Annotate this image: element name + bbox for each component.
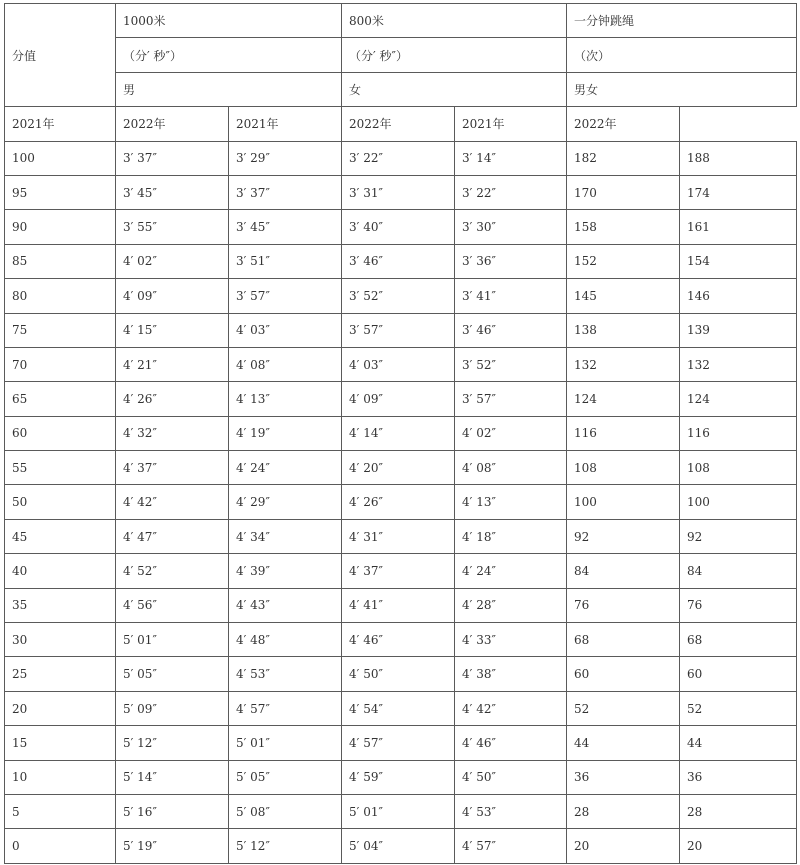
female-800m-2022-cell: 4′ 42″: [455, 691, 567, 725]
female-800m-2021-cell: 3′ 22″: [342, 141, 455, 175]
score-cell: 75: [5, 313, 116, 347]
male-1000m-2022-cell: 3′ 45″: [229, 210, 342, 244]
male-1000m-2021-cell: 5′ 16″: [116, 794, 229, 828]
male-1000m-2021-cell: 4′ 26″: [116, 382, 229, 416]
male-1000m-2021-cell: 4′ 02″: [116, 244, 229, 278]
score-cell: 50: [5, 485, 116, 519]
jump-rope-2022-cell: 139: [680, 313, 797, 347]
jump-rope-2022-cell: 108: [680, 451, 797, 485]
score-cell: 100: [5, 141, 116, 175]
table-row: [5, 623, 797, 657]
male-1000m-2021-cell: 3′ 55″: [116, 210, 229, 244]
unit-800m: （分′ 秒″）: [342, 38, 567, 72]
jump-rope-2022-cell: 174: [680, 175, 797, 209]
male-1000m-2021-cell: 4′ 09″: [116, 279, 229, 313]
female-800m-2021-cell: 3′ 46″: [342, 244, 455, 278]
jump-rope-2021-cell: 68: [567, 623, 680, 657]
jump-rope-2022-cell: 146: [680, 279, 797, 313]
female-800m-2021-cell: 4′ 50″: [342, 657, 455, 691]
male-1000m-2021-cell: 4′ 56″: [116, 588, 229, 622]
male-1000m-2022-cell: 5′ 01″: [229, 726, 342, 760]
jump-rope-2022-cell: 68: [680, 623, 797, 657]
jump-rope-2021-cell: 76: [567, 588, 680, 622]
female-800m-2021-cell: 4′ 26″: [342, 485, 455, 519]
male-1000m-2022-cell: 4′ 03″: [229, 313, 342, 347]
table-row: [5, 141, 797, 175]
male-1000m-2021-cell: 4′ 42″: [116, 485, 229, 519]
score-cell: 65: [5, 382, 116, 416]
female-800m-2021-cell: 4′ 03″: [342, 347, 455, 381]
score-cell: 10: [5, 760, 116, 794]
unit-1000m: （分′ 秒″）: [116, 38, 342, 72]
table-row: [5, 691, 797, 725]
male-1000m-2021-cell: 5′ 14″: [116, 760, 229, 794]
event-1000m-header: 1000米: [116, 4, 342, 38]
table-body: [5, 141, 797, 863]
female-800m-2021-cell: 4′ 41″: [342, 588, 455, 622]
jump-rope-2021-cell: 92: [567, 519, 680, 553]
jump-rope-2022-cell: 100: [680, 485, 797, 519]
year-1000m-2021: 2021年: [5, 107, 116, 141]
female-800m-2022-cell: 4′ 18″: [455, 519, 567, 553]
score-cell: 35: [5, 588, 116, 622]
male-1000m-2022-cell: 5′ 08″: [229, 794, 342, 828]
male-1000m-2021-cell: 5′ 19″: [116, 829, 229, 863]
male-1000m-2022-cell: 5′ 05″: [229, 760, 342, 794]
gender-1000m: 男: [116, 72, 342, 106]
male-1000m-2021-cell: 4′ 21″: [116, 347, 229, 381]
year-jump-rope-2022: 2022年: [567, 107, 680, 141]
jump-rope-2021-cell: 132: [567, 347, 680, 381]
jump-rope-2021-cell: 116: [567, 416, 680, 450]
score-cell: 80: [5, 279, 116, 313]
jump-rope-2021-cell: 52: [567, 691, 680, 725]
jump-rope-2021-cell: 100: [567, 485, 680, 519]
female-800m-2021-cell: 4′ 37″: [342, 554, 455, 588]
jump-rope-2022-cell: 161: [680, 210, 797, 244]
male-1000m-2022-cell: 4′ 24″: [229, 451, 342, 485]
table-row: [5, 416, 797, 450]
table-row: [5, 382, 797, 416]
table-row: [5, 279, 797, 313]
jump-rope-2021-cell: 158: [567, 210, 680, 244]
male-1000m-2021-cell: 4′ 32″: [116, 416, 229, 450]
jump-rope-2022-cell: 52: [680, 691, 797, 725]
female-800m-2022-cell: 4′ 28″: [455, 588, 567, 622]
table-row: [5, 760, 797, 794]
male-1000m-2021-cell: 4′ 52″: [116, 554, 229, 588]
score-cell: 55: [5, 451, 116, 485]
jump-rope-2021-cell: 138: [567, 313, 680, 347]
table-row: [5, 829, 797, 863]
male-1000m-2021-cell: 3′ 45″: [116, 175, 229, 209]
female-800m-2021-cell: 3′ 57″: [342, 313, 455, 347]
female-800m-2022-cell: 4′ 33″: [455, 623, 567, 657]
female-800m-2021-cell: 3′ 31″: [342, 175, 455, 209]
table-row: [5, 451, 797, 485]
table-row: [5, 313, 797, 347]
male-1000m-2022-cell: 4′ 34″: [229, 519, 342, 553]
female-800m-2022-cell: 4′ 38″: [455, 657, 567, 691]
male-1000m-2021-cell: 5′ 12″: [116, 726, 229, 760]
score-cell: 5: [5, 794, 116, 828]
male-1000m-2022-cell: 4′ 48″: [229, 623, 342, 657]
male-1000m-2022-cell: 4′ 57″: [229, 691, 342, 725]
jump-rope-2021-cell: 124: [567, 382, 680, 416]
header-row-year: [5, 107, 797, 141]
male-1000m-2021-cell: 5′ 05″: [116, 657, 229, 691]
male-1000m-2021-cell: 5′ 01″: [116, 623, 229, 657]
jump-rope-2022-cell: 124: [680, 382, 797, 416]
table-row: [5, 210, 797, 244]
table-row: [5, 726, 797, 760]
jump-rope-2022-cell: 188: [680, 141, 797, 175]
female-800m-2022-cell: 4′ 53″: [455, 794, 567, 828]
female-800m-2022-cell: 3′ 46″: [455, 313, 567, 347]
male-1000m-2022-cell: 3′ 51″: [229, 244, 342, 278]
table-row: [5, 519, 797, 553]
year-jump-rope-2021: 2021年: [455, 107, 567, 141]
female-800m-2022-cell: 3′ 41″: [455, 279, 567, 313]
male-1000m-2022-cell: 5′ 12″: [229, 829, 342, 863]
male-1000m-2022-cell: 3′ 29″: [229, 141, 342, 175]
jump-rope-2022-cell: 20: [680, 829, 797, 863]
female-800m-2021-cell: 4′ 14″: [342, 416, 455, 450]
female-800m-2021-cell: 4′ 57″: [342, 726, 455, 760]
gender-800m: 女: [342, 72, 567, 106]
table-row: [5, 657, 797, 691]
male-1000m-2022-cell: 3′ 37″: [229, 175, 342, 209]
jump-rope-2021-cell: 182: [567, 141, 680, 175]
female-800m-2021-cell: 4′ 20″: [342, 451, 455, 485]
male-1000m-2021-cell: 3′ 37″: [116, 141, 229, 175]
table-row: [5, 347, 797, 381]
female-800m-2022-cell: 3′ 36″: [455, 244, 567, 278]
score-cell: 85: [5, 244, 116, 278]
male-1000m-2021-cell: 4′ 15″: [116, 313, 229, 347]
female-800m-2022-cell: 4′ 50″: [455, 760, 567, 794]
jump-rope-2021-cell: 84: [567, 554, 680, 588]
jump-rope-2021-cell: 36: [567, 760, 680, 794]
jump-rope-2022-cell: 36: [680, 760, 797, 794]
female-800m-2022-cell: 3′ 30″: [455, 210, 567, 244]
jump-rope-2022-cell: 28: [680, 794, 797, 828]
header-row-gender: [5, 72, 797, 106]
female-800m-2021-cell: 3′ 52″: [342, 279, 455, 313]
jump-rope-2022-cell: 132: [680, 347, 797, 381]
jump-rope-2022-cell: 44: [680, 726, 797, 760]
score-column-header: 分值: [5, 4, 116, 107]
year-1000m-2022: 2022年: [116, 107, 229, 141]
table-header: [5, 4, 797, 142]
female-800m-2022-cell: 3′ 57″: [455, 382, 567, 416]
score-cell: 20: [5, 691, 116, 725]
year-800m-2021: 2021年: [229, 107, 342, 141]
jump-rope-2021-cell: 145: [567, 279, 680, 313]
header-row-event: [5, 4, 797, 38]
male-1000m-2021-cell: 4′ 37″: [116, 451, 229, 485]
male-1000m-2021-cell: 4′ 47″: [116, 519, 229, 553]
jump-rope-2021-cell: 108: [567, 451, 680, 485]
jump-rope-2021-cell: 44: [567, 726, 680, 760]
gender-jump-rope: 男女: [567, 72, 797, 106]
male-1000m-2022-cell: 4′ 19″: [229, 416, 342, 450]
male-1000m-2022-cell: 4′ 53″: [229, 657, 342, 691]
female-800m-2021-cell: 4′ 59″: [342, 760, 455, 794]
jump-rope-2022-cell: 116: [680, 416, 797, 450]
score-cell: 45: [5, 519, 116, 553]
jump-rope-2021-cell: 20: [567, 829, 680, 863]
jump-rope-2022-cell: 154: [680, 244, 797, 278]
score-table: [4, 3, 797, 864]
score-cell: 90: [5, 210, 116, 244]
female-800m-2022-cell: 4′ 08″: [455, 451, 567, 485]
female-800m-2022-cell: 4′ 57″: [455, 829, 567, 863]
table-row: [5, 175, 797, 209]
jump-rope-2021-cell: 152: [567, 244, 680, 278]
male-1000m-2022-cell: 3′ 57″: [229, 279, 342, 313]
score-cell: 15: [5, 726, 116, 760]
male-1000m-2022-cell: 4′ 29″: [229, 485, 342, 519]
female-800m-2021-cell: 4′ 54″: [342, 691, 455, 725]
jump-rope-2021-cell: 60: [567, 657, 680, 691]
male-1000m-2022-cell: 4′ 08″: [229, 347, 342, 381]
table-row: [5, 588, 797, 622]
male-1000m-2022-cell: 4′ 43″: [229, 588, 342, 622]
jump-rope-2022-cell: 60: [680, 657, 797, 691]
table-row: [5, 554, 797, 588]
female-800m-2021-cell: 4′ 46″: [342, 623, 455, 657]
event-jump-rope-header: 一分钟跳绳: [567, 4, 797, 38]
female-800m-2021-cell: 3′ 40″: [342, 210, 455, 244]
female-800m-2022-cell: 4′ 13″: [455, 485, 567, 519]
female-800m-2022-cell: 3′ 22″: [455, 175, 567, 209]
score-cell: 30: [5, 623, 116, 657]
jump-rope-2021-cell: 28: [567, 794, 680, 828]
female-800m-2021-cell: 5′ 04″: [342, 829, 455, 863]
unit-jump-rope: （次）: [567, 38, 797, 72]
male-1000m-2022-cell: 4′ 39″: [229, 554, 342, 588]
score-cell: 95: [5, 175, 116, 209]
score-cell: 25: [5, 657, 116, 691]
jump-rope-2022-cell: 92: [680, 519, 797, 553]
score-cell: 60: [5, 416, 116, 450]
female-800m-2021-cell: 4′ 31″: [342, 519, 455, 553]
male-1000m-2021-cell: 5′ 09″: [116, 691, 229, 725]
event-800m-header: 800米: [342, 4, 567, 38]
female-800m-2021-cell: 4′ 09″: [342, 382, 455, 416]
table-row: [5, 244, 797, 278]
female-800m-2022-cell: 4′ 46″: [455, 726, 567, 760]
year-800m-2022: 2022年: [342, 107, 455, 141]
jump-rope-2022-cell: 84: [680, 554, 797, 588]
score-cell: 40: [5, 554, 116, 588]
female-800m-2022-cell: 3′ 52″: [455, 347, 567, 381]
header-row-unit: [5, 38, 797, 72]
female-800m-2022-cell: 4′ 02″: [455, 416, 567, 450]
score-cell: 0: [5, 829, 116, 863]
male-1000m-2022-cell: 4′ 13″: [229, 382, 342, 416]
jump-rope-2021-cell: 170: [567, 175, 680, 209]
table-row: [5, 794, 797, 828]
table-row: [5, 485, 797, 519]
female-800m-2022-cell: 4′ 24″: [455, 554, 567, 588]
score-cell: 70: [5, 347, 116, 381]
female-800m-2022-cell: 3′ 14″: [455, 141, 567, 175]
jump-rope-2022-cell: 76: [680, 588, 797, 622]
female-800m-2021-cell: 5′ 01″: [342, 794, 455, 828]
